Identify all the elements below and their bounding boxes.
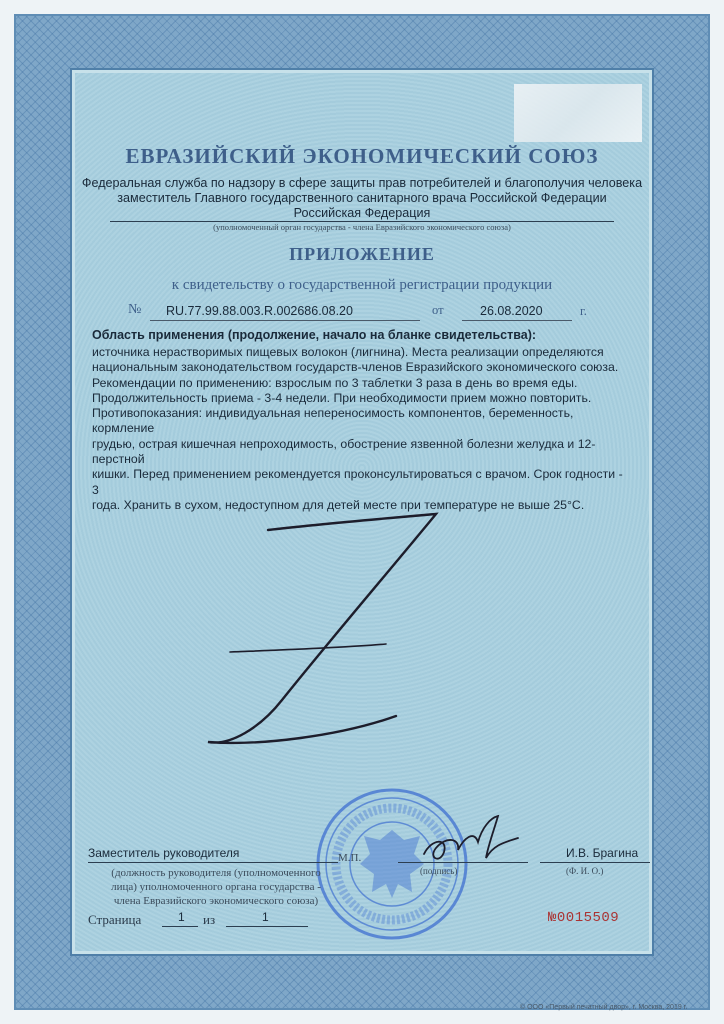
signatory-name: И.В. Брагина <box>566 846 639 860</box>
registration-number: RU.77.99.88.003.R.002686.08.20 <box>166 304 353 318</box>
date-underline <box>462 320 572 321</box>
from-label: от <box>432 303 444 317</box>
agency-line: заместитель Главного государственного санитарного врача Российской Федерации <box>117 191 607 205</box>
scope-heading: Область применения (продолжение, начало на бланке свидетельства): <box>92 328 537 342</box>
z-strikethrough-signature <box>190 510 450 750</box>
year-suffix: г. <box>580 304 587 318</box>
page-current-underline <box>162 926 198 927</box>
agency-line: Российская Федерация <box>293 206 431 220</box>
page-label: Страница <box>88 912 142 927</box>
signature-label: (подпись) <box>420 866 458 876</box>
position-underline <box>88 862 338 863</box>
number-underline <box>150 320 420 321</box>
handwritten-signature <box>414 808 524 868</box>
page-total-underline <box>226 926 308 927</box>
appendix-title: ПРИЛОЖЕНИЕ <box>289 244 435 264</box>
signatory-position: Заместитель руководителя <box>88 846 240 860</box>
agency-block <box>80 176 644 221</box>
union-title: ЕВРАЗИЙСКИЙ ЭКОНОМИЧЕСКИЙ СОЮЗ <box>125 144 599 168</box>
authority-note: (уполномоченный орган государства - члена Евразийского экономического союза) <box>213 222 511 232</box>
hologram-sticker <box>514 84 642 142</box>
agency-line: Федеральная служба по надзору в сфере защиты прав потребителей и благополучия человека <box>81 176 643 190</box>
printer-credit: © ООО «Первый печатный двор», г. Москва, 2019 г. <box>520 1004 688 1011</box>
appendix-subtitle: к свидетельству о государственной регистрации продукции <box>171 277 553 293</box>
scope-body: источника нерастворимых пищевых волокон (лигнина). Места реализации определяются национальным законодательством государств-членов Евразийского экономического союза. Рекомендации по применению: взрослым по 3 таблетки 3 раза в день во время еды. Продолжительность приема - 3-4 недели. При необходимости прием можно повторить. Противопоказания: индивидуальная непереносимость компонентов, беременность, кормление грудью, острая кишечная непроходимость, обострение язвенной болезни желудка и 12-перстной кишки. Перед применением рекомендуется проконсультироваться с врачом. Срок годности - 3 года. Хранить в сухом, недоступном для детей месте при температуре не выше 25°С. <box>92 345 623 512</box>
stamp-label: М.П. <box>338 852 362 864</box>
number-label: № <box>128 302 142 317</box>
serial-number: №0015509 <box>548 910 620 926</box>
position-note: (должность руководителя (уполномоченного лица) уполномоченного органа государства - члена Евразийского экономического союза) <box>111 867 321 907</box>
page-total: 1 <box>262 910 269 924</box>
registration-date: 26.08.2020 <box>480 304 543 318</box>
signature-underline <box>398 862 528 863</box>
page-current: 1 <box>178 910 185 924</box>
of-label: из <box>203 912 216 927</box>
name-label: (Ф. И. О.) <box>566 866 604 876</box>
name-underline <box>540 862 650 863</box>
